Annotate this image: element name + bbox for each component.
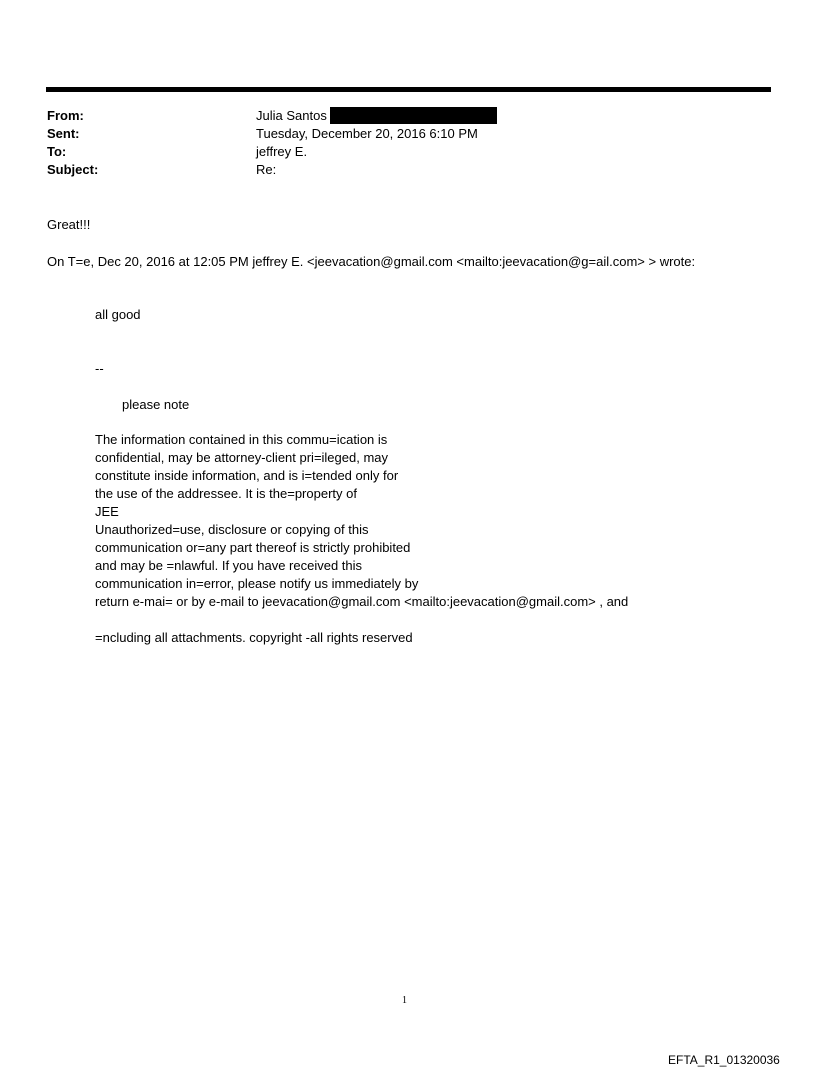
page-number: 1: [402, 995, 407, 1006]
quoted-message: all good: [95, 307, 141, 322]
header-rule: [46, 87, 771, 92]
disclaimer-line: Unauthorized=use, disclosure or copying of this: [95, 522, 369, 537]
disclaimer-line: constitute inside information, and is i=tended only for: [95, 468, 399, 483]
disclaimer-line: communication in=error, please notify us immediately by: [95, 576, 419, 591]
to-label: To:: [47, 144, 67, 159]
from-value: Julia Santos: [256, 108, 327, 123]
signature-separator: --: [95, 361, 104, 376]
quote-intro: On T=e, Dec 20, 2016 at 12:05 PM jeffrey E. <jeevacation@gmail.com <mailto:jeevacation@g=ail.com> > wrote:: [47, 254, 696, 269]
disclaimer-line: communication or=any part thereof is strictly prohibited: [95, 540, 411, 555]
disclaimer-line: JEE: [95, 504, 119, 519]
disclaimer-line: the use of the addressee. It is the=property of: [95, 486, 357, 501]
from-label: From:: [47, 108, 84, 123]
reply-text: Great!!!: [47, 217, 91, 232]
please-note: please note: [122, 397, 190, 412]
disclaimer-line: return e-mai= or by e-mail to jeevacation@gmail.com <mailto:jeevacation@gmail.com> , and: [95, 594, 629, 609]
disclaimer-line: The information contained in this commu=ication is: [95, 432, 388, 447]
redaction-block: [330, 107, 497, 124]
disclaimer-line: confidential, may be attorney-client pri=ileged, may: [95, 450, 389, 465]
disclaimer-line: and may be =nlawful. If you have received this: [95, 558, 363, 573]
disclaimer-tail: =ncluding all attachments. copyright -all rights reserved: [95, 630, 413, 645]
sent-label: Sent:: [47, 126, 80, 141]
subject-label: Subject:: [47, 162, 99, 177]
to-value: jeffrey E.: [256, 144, 308, 159]
sent-value: Tuesday, December 20, 2016 6:10 PM: [256, 126, 478, 141]
subject-value: Re:: [256, 162, 277, 177]
bates-number: EFTA_R1_01320036: [668, 1053, 780, 1067]
